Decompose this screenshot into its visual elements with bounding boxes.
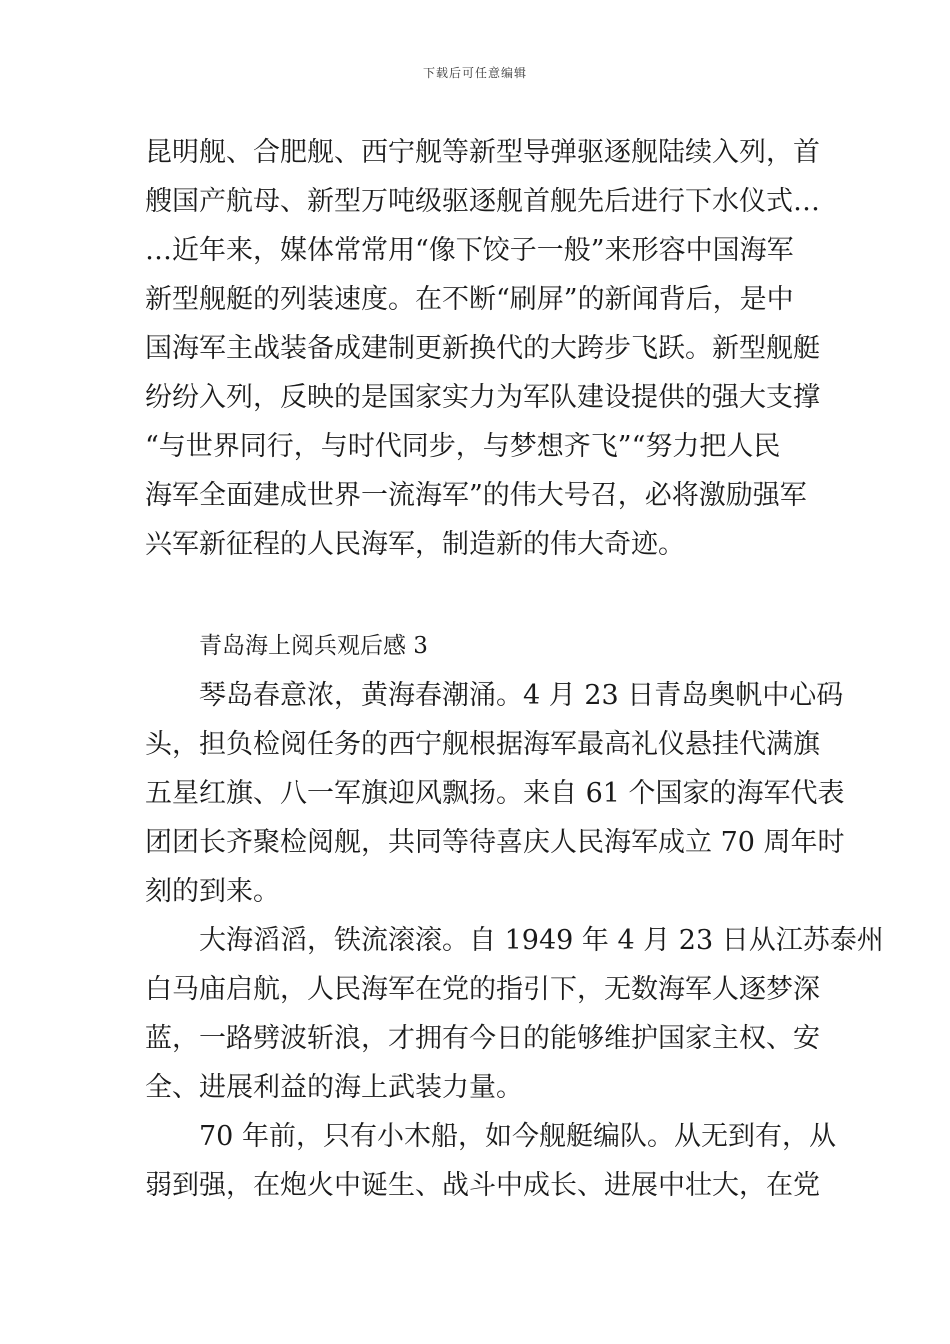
text-line: 新型舰艇的列装速度。在不断“刷屏”的新闻背后，是中 — [145, 284, 794, 315]
text-line: 昆明舰、合肥舰、西宁舰等新型导弹驱逐舰陆续入列，首 — [145, 137, 820, 168]
paragraph-gap — [145, 569, 807, 622]
text-line: 全、进展利益的海上武装力量。 — [145, 1072, 523, 1103]
text-line: 纷纷入列，反映的是国家实力为军队建设提供的强大支撑 — [145, 382, 820, 413]
document-body — [145, 128, 884, 1210]
text-line: 艘国产航母、新型万吨级驱逐舰首舰先后进行下水仪式… — [145, 186, 820, 217]
text-line: 头，担负检阅任务的西宁舰根据海军最高礼仪悬挂代满旗 — [145, 729, 820, 760]
text-line: 弱到强，在炮火中诞生、战斗中成长、进展中壮大，在党 — [145, 1170, 820, 1201]
text-line: 刻的到来。 — [145, 876, 280, 907]
text-line: 海军全面建成世界一流海军”的伟大号召，必将激励强军 — [145, 480, 807, 511]
text-line: 蓝，一路劈波斩浪，才拥有今日的能够维护国家主权、安 — [145, 1023, 820, 1054]
paragraph-4 — [145, 1112, 836, 1210]
text-line: 白马庙启航，人民海军在党的指引下，无数海军人逐梦深 — [145, 974, 820, 1005]
text-line: 团团长齐聚检阅舰，共同等待喜庆人民海军成立 70 周年时 — [145, 827, 845, 858]
text-line: 五星红旗、八一军旗迎风飘扬。来自 61 个国家的海军代表 — [145, 778, 845, 809]
paragraph-3 — [145, 916, 884, 1112]
section-title: 青岛海上阅兵观后感 3 — [199, 633, 428, 659]
text-line: 70 年前，只有小木船，如今舰艇编队。从无到有，从 — [199, 1121, 836, 1152]
paragraph-1 — [145, 128, 820, 569]
paragraph-2 — [145, 671, 845, 916]
text-line: 琴岛春意浓，黄海春潮涌。4 月 23 日青岛奥帆中心码 — [199, 680, 844, 711]
text-line: 兴军新征程的人民海军，制造新的伟大奇迹。 — [145, 529, 685, 560]
text-line: 大海滔滔，铁流滚滚。自 1949 年 4 月 23 日从江苏泰州 — [199, 925, 884, 956]
text-line: 国海军主战装备成建制更新换代的大跨步飞跃。新型舰艇 — [145, 333, 820, 364]
page-header: 下载后可任意编辑 — [422, 66, 527, 80]
text-line: “与世界同行，与时代同步，与梦想齐飞”“努力把人民 — [145, 431, 781, 462]
text-line: …近年来，媒体常常用“像下饺子一般”来形容中国海军 — [145, 235, 794, 266]
